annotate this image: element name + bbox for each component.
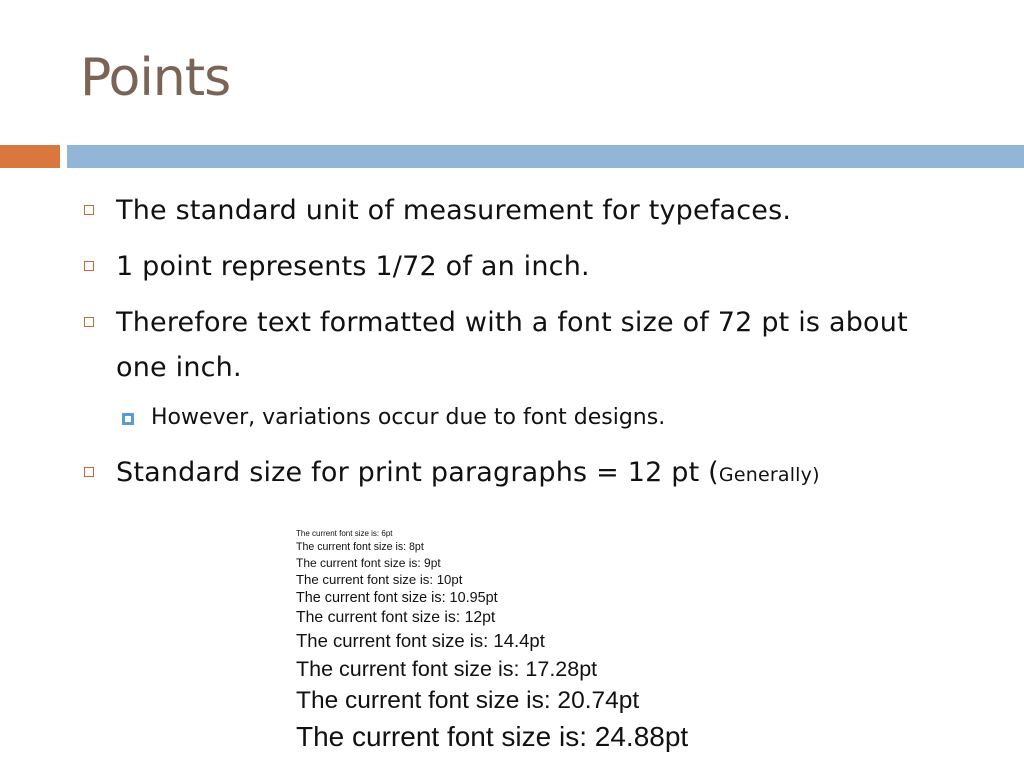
font-size-samples (296, 528, 688, 756)
bullet-text-main: Standard size for print paragraphs = 12 pt ( (116, 457, 719, 488)
square-bullet-icon (84, 205, 94, 215)
font-sample-line: The current font size is: 17.28pt (296, 657, 598, 681)
square-bullet-icon (84, 317, 94, 327)
font-sample-line: The current font size is: 9pt (296, 556, 441, 570)
bullet-text: Therefore text formatted with a font size of 72 pt is about one inch. (116, 307, 908, 383)
font-sample-line: The current font size is: 14.4pt (296, 630, 545, 651)
font-sample-line: The current font size is: 8pt (296, 541, 424, 553)
bullet-text (116, 450, 820, 498)
font-sample-line: The current font size is: 10pt (296, 572, 463, 587)
bullet-text-small: Generally) (718, 464, 820, 486)
font-sample-line: The current font size is: 24.88pt (296, 721, 689, 752)
square-bullet-icon (84, 467, 94, 477)
filled-square-bullet-icon (122, 413, 134, 425)
font-sample-line: The current font size is: 12pt (296, 609, 496, 626)
font-sample-line: The current font size is: 10.95pt (296, 590, 498, 606)
slide-title: Points (80, 48, 231, 108)
accent-bar-orange (0, 145, 60, 168)
accent-bar-blue (67, 145, 1024, 168)
bullet-text: The standard unit of measurement for typefaces. (116, 195, 792, 226)
bullet-text: 1 point represents 1/72 of an inch. (116, 251, 590, 282)
square-bullet-icon (84, 261, 94, 271)
font-sample-line: The current font size is: 20.74pt (296, 687, 640, 714)
sub-bullet-text: However, variations occur due to font designs. (151, 405, 666, 430)
font-sample-line: The current font size is: 6pt (296, 529, 393, 538)
